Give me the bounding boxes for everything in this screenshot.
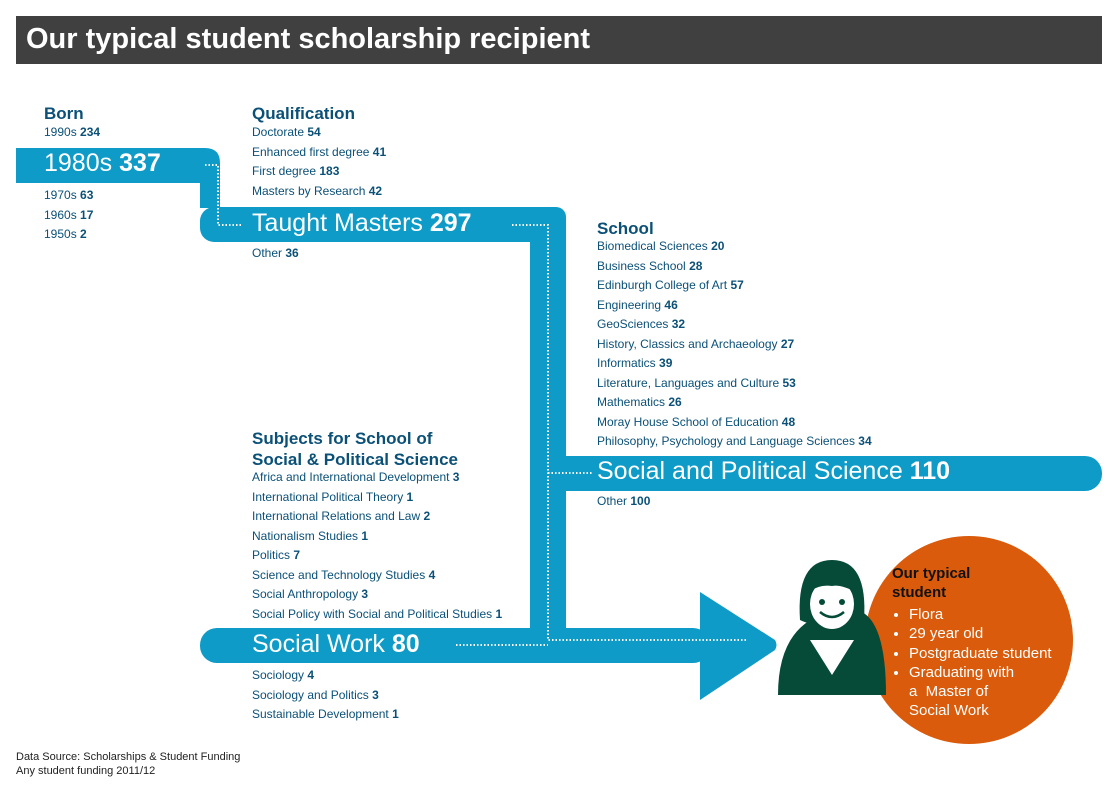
typical-student-summary (892, 564, 1052, 721)
list-item: Politics 7 (252, 548, 301, 562)
list-item: Social Anthropology 3 (252, 587, 369, 601)
list-item: 1950s 2 (44, 227, 87, 241)
list-item: Biomedical Sciences 20 (597, 239, 725, 253)
list-item: Moray House School of Education 48 (597, 414, 796, 429)
list-item: Edinburgh College of Art 57 (597, 278, 744, 292)
list-item: • 29 year old (909, 624, 1052, 643)
school-list-after (597, 492, 650, 512)
qualification-heading: Qualification (252, 104, 355, 123)
arrow-head (700, 592, 777, 700)
list-item: 1960s 17 (44, 207, 94, 222)
born-list-after (44, 186, 93, 245)
school-list-before (597, 237, 872, 452)
list-item: Mathematics 26 (597, 395, 682, 409)
list-item: Informatics 39 (597, 356, 673, 370)
school-highlight: Social and Political Science 110 (597, 457, 951, 485)
list-item: Nationalism Studies 1 (252, 528, 369, 543)
list-item: Philosophy, Psychology and Language Sciences 34 (597, 434, 872, 448)
list-item: Sociology 4 (252, 668, 315, 682)
list-item: 1990s 234 (44, 125, 101, 139)
list-item: Sociology and Politics 3 (252, 687, 379, 702)
subjects-heading: Subjects for School of Social & Political Science (252, 429, 458, 469)
list-item: Social Policy with Social and Political Studies 1 (252, 606, 503, 621)
list-item: Engineering 46 (597, 297, 678, 312)
list-item: • Flora (909, 605, 1052, 624)
subjects-highlight: Social Work 80 (252, 630, 420, 658)
list-item: Other 100 (597, 494, 651, 508)
list-item: • Graduating with a Master of Social Work (909, 663, 1052, 721)
list-item: GeoSciences 32 (597, 317, 686, 331)
list-item: Business School 28 (597, 258, 703, 273)
student-figure-icon (778, 560, 886, 695)
list-item: International Relations and Law 2 (252, 509, 431, 523)
list-item: First degree 183 (252, 164, 340, 178)
list-item: 1970s 63 (44, 188, 94, 202)
list-item: • Postgraduate student (909, 644, 1052, 663)
qualification-list-after (252, 244, 299, 264)
subjects-list-before (252, 468, 502, 624)
school-heading: School (597, 219, 654, 238)
list-item: Masters by Research 42 (252, 183, 383, 198)
typical-list (892, 605, 1052, 721)
born-highlight: 1980s 337 (44, 149, 161, 177)
born-list-before (44, 123, 100, 143)
list-item: International Political Theory 1 (252, 489, 414, 504)
qualification-highlight: Taught Masters 297 (252, 209, 472, 237)
born-heading: Born (44, 104, 84, 123)
page-title: Our typical student scholarship recipient (26, 23, 591, 55)
qualification-list-before (252, 123, 386, 201)
list-item: Africa and International Development 3 (252, 470, 460, 484)
list-item: Enhanced first degree 41 (252, 144, 387, 159)
list-item: Sustainable Development 1 (252, 707, 399, 721)
list-item: Doctorate 54 (252, 125, 321, 139)
subjects-list-after (252, 666, 399, 725)
typical-heading: Our typical student (892, 565, 971, 601)
list-item: Science and Technology Studies 4 (252, 567, 436, 582)
list-item: History, Classics and Archaeology 27 (597, 336, 795, 351)
list-item: Other 36 (252, 246, 299, 260)
list-item: Literature, Languages and Culture 53 (597, 375, 796, 390)
data-source: Data Source: Scholarships & Student Funding Any student funding 2011/12 (16, 751, 241, 777)
